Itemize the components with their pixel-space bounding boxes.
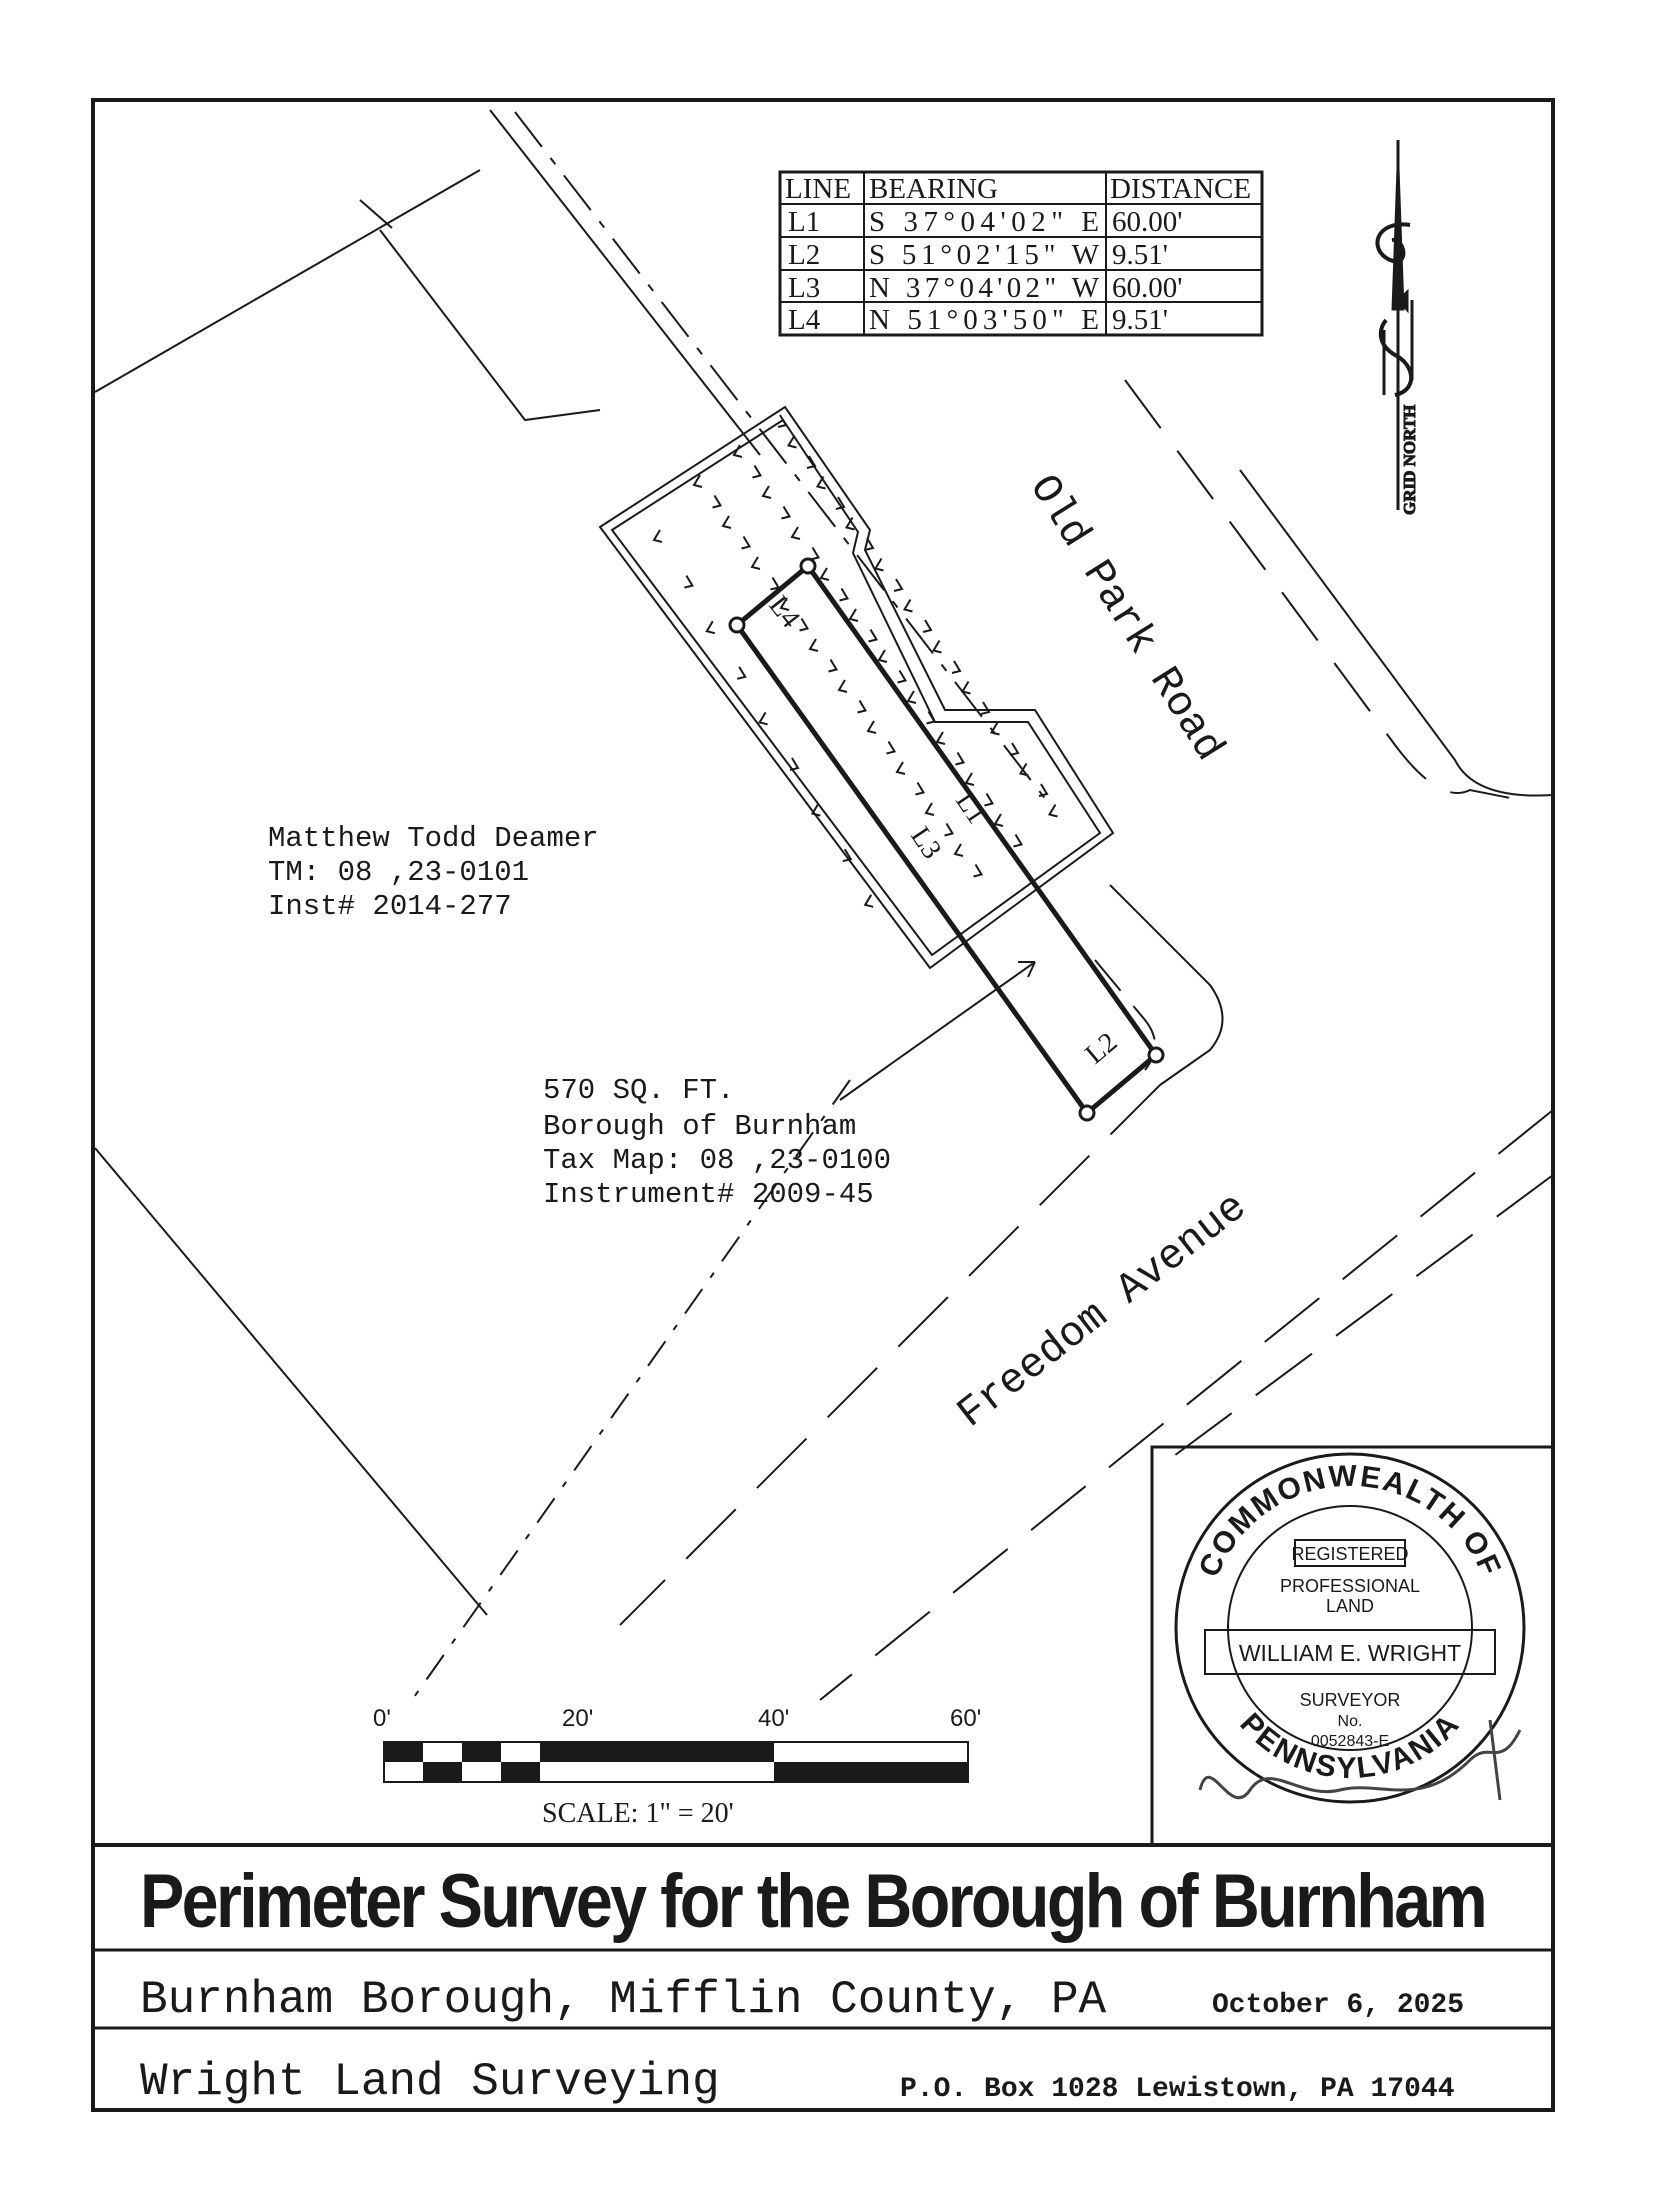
hatch-mark [956, 753, 964, 765]
parcel-traverse [737, 566, 1156, 1113]
hatch-mark [763, 486, 771, 498]
hatch-mark [840, 589, 848, 601]
monument-icon [1149, 1048, 1163, 1062]
label-leader [840, 962, 1035, 1100]
seal-registered: REGISTERED [1291, 1544, 1409, 1564]
scale-tick-label: 0' [373, 1705, 391, 1732]
firm-address: P.O. Box 1028 Lewistown, PA 17044 [900, 2074, 1455, 2105]
line-table [780, 172, 1262, 336]
adjoiner-label [268, 822, 599, 923]
hatch-mark [963, 682, 971, 694]
row-line-a [490, 110, 760, 455]
scale-label: SCALE: 1" = 20' [542, 1798, 734, 1829]
seal-professional: PROFESSIONAL [1279, 1576, 1421, 1596]
hatch-mark [713, 496, 721, 508]
table-row-line: L2 [788, 239, 821, 271]
line-label-l4: L4 [762, 590, 807, 634]
table-row-bearing: N 51°03'50" E [869, 304, 1099, 336]
hatch-mark [934, 641, 942, 653]
hatch-mark [898, 671, 906, 683]
hatch-mark [829, 660, 837, 672]
hatch-mark [869, 630, 877, 642]
scale-segment [501, 1762, 540, 1782]
north-arrow-icon [1377, 140, 1419, 515]
hatch-mark [981, 702, 989, 714]
road-label-freedom: Freedom Avenue [948, 1183, 1257, 1439]
parcel-owner: Borough of Burnham [543, 1110, 857, 1143]
hatch-mark [742, 537, 750, 549]
hatch-mark [905, 600, 913, 612]
hatch-mark [821, 568, 829, 580]
hatch-mark [974, 865, 982, 877]
parcel-tick [360, 200, 392, 228]
table-header-distance: DISTANCE [1110, 173, 1252, 205]
scale-tick-label: 20' [562, 1705, 594, 1732]
hatch-mark [1014, 835, 1022, 847]
scale-segment [579, 1742, 774, 1762]
surveyor-seal-icon [1176, 1454, 1524, 1802]
parcel-line-sw [95, 1148, 487, 1615]
north-arrow-label: GRID NORTH [1400, 404, 1419, 515]
table-header-bearing: BEARING [869, 173, 998, 205]
scale-segment [540, 1742, 579, 1762]
table-row-line: L3 [788, 272, 821, 304]
seal-no: No. [1337, 1713, 1363, 1730]
hatch-mark [926, 803, 934, 815]
seal-land: LAND [1325, 1596, 1375, 1616]
hatch-mark [836, 497, 844, 509]
adjoiner-tax-map: TM: 08 ,23-0101 [268, 856, 530, 889]
table-row-line: L4 [788, 304, 821, 336]
hatch-mark [1039, 784, 1047, 796]
line-label-l2: L2 [1079, 1026, 1124, 1071]
hatch-mark [800, 619, 808, 631]
hatch-mark [955, 844, 963, 856]
freedom-ave-edge-3 [820, 1110, 1553, 1700]
hatch-mark [654, 530, 662, 542]
hatch-mark [760, 712, 768, 724]
hatch-mark [839, 680, 847, 692]
hatch-mark [916, 783, 924, 795]
table-row-bearing: N 37°04'02" W [869, 272, 1099, 304]
hatch-mark [894, 579, 902, 591]
hatch-mark [753, 466, 761, 478]
adjoiner-name: Matthew Todd Deamer [268, 822, 599, 855]
road-label-old-park: Old Park Road [1018, 466, 1234, 770]
parcel-instrument: Instrument# 2009-45 [543, 1178, 874, 1211]
hatch-mark [737, 667, 745, 679]
survey-date: October 6, 2025 [1212, 1990, 1465, 2021]
hatch-mark [887, 742, 895, 754]
hatch-mark [723, 516, 731, 528]
scale-segment [423, 1762, 462, 1782]
hatch-mark [897, 762, 905, 774]
table-row-line: L1 [788, 206, 821, 238]
hatch-mark [1050, 805, 1058, 817]
hatch-mark [707, 621, 715, 633]
road-corner-curve [1110, 885, 1223, 1085]
line-label-l1: L1 [949, 786, 993, 830]
seal-name: WILLIAM E. WRIGHT [1238, 1640, 1462, 1666]
hatch-mark [937, 732, 945, 744]
hatch-mark [876, 559, 884, 571]
title-block [93, 1845, 1553, 2108]
line-label-l3: L3 [904, 821, 948, 865]
scale-segment [462, 1742, 501, 1762]
hatch-mark [966, 773, 974, 785]
hatch-mark [879, 650, 887, 662]
table-row-distance: 60.00' [1112, 206, 1183, 238]
seal-surveyor: SURVEYOR [1299, 1690, 1401, 1710]
monument-icon [730, 618, 744, 632]
table-header-line: LINE [785, 173, 852, 205]
parcel-tax-map: Tax Map: 08 ,23-0100 [543, 1144, 892, 1177]
hatch-mark [792, 527, 800, 539]
seal-number: 0052843-E [1310, 1733, 1390, 1750]
parcel-area: 570 SQ. FT. [543, 1074, 735, 1107]
firm-name: Wright Land Surveying [140, 2056, 720, 2108]
seal-bottom-arc: PENNSYLVANIA [1233, 1706, 1467, 1786]
hatch-mark [908, 691, 916, 703]
monument-icon [801, 559, 815, 573]
table-row-bearing: S 37°04'02" E [869, 206, 1099, 238]
scale-tick-label: 60' [950, 1705, 982, 1732]
location-text: Burnham Borough, Mifflin County, PA [140, 1974, 1107, 2026]
hatch-mark [858, 701, 866, 713]
scale-bar [373, 1705, 981, 1829]
survey-title: Perimeter Survey for the Borough of Burnham [140, 1859, 1485, 1944]
hatch-mark [995, 814, 1003, 826]
monument-icon [1080, 1106, 1094, 1120]
hatch-mark [865, 895, 873, 907]
hatch-mark [923, 620, 931, 632]
parcel-line-nw [95, 170, 480, 392]
hatch-mark [992, 723, 1000, 735]
hatch-mark [684, 576, 692, 588]
hatch-mark [782, 507, 790, 519]
table-row-distance: 60.00' [1112, 272, 1183, 304]
hatch-mark [810, 639, 818, 651]
table-row-distance: 9.51' [1112, 304, 1168, 336]
scale-segment [384, 1742, 423, 1762]
hatch-mark [771, 578, 779, 590]
hatch-mark [811, 548, 819, 560]
hatch-mark [945, 824, 953, 836]
hatch-mark [868, 721, 876, 733]
seal-top-arc: COMMONWEALTH OF [1192, 1459, 1508, 1582]
parcel-line-inner [380, 230, 600, 420]
hatch-mark [952, 661, 960, 673]
adjoiner-instrument: Inst# 2014-277 [268, 890, 512, 923]
hatch-mark [850, 609, 858, 621]
table-row-distance: 9.51' [1112, 239, 1168, 271]
sheet-border [93, 100, 1553, 2110]
hatch-mark [752, 557, 760, 569]
scale-segment [774, 1762, 969, 1782]
table-row-bearing: S 51°02'15" W [869, 239, 1099, 271]
scale-tick-label: 40' [758, 1705, 790, 1732]
